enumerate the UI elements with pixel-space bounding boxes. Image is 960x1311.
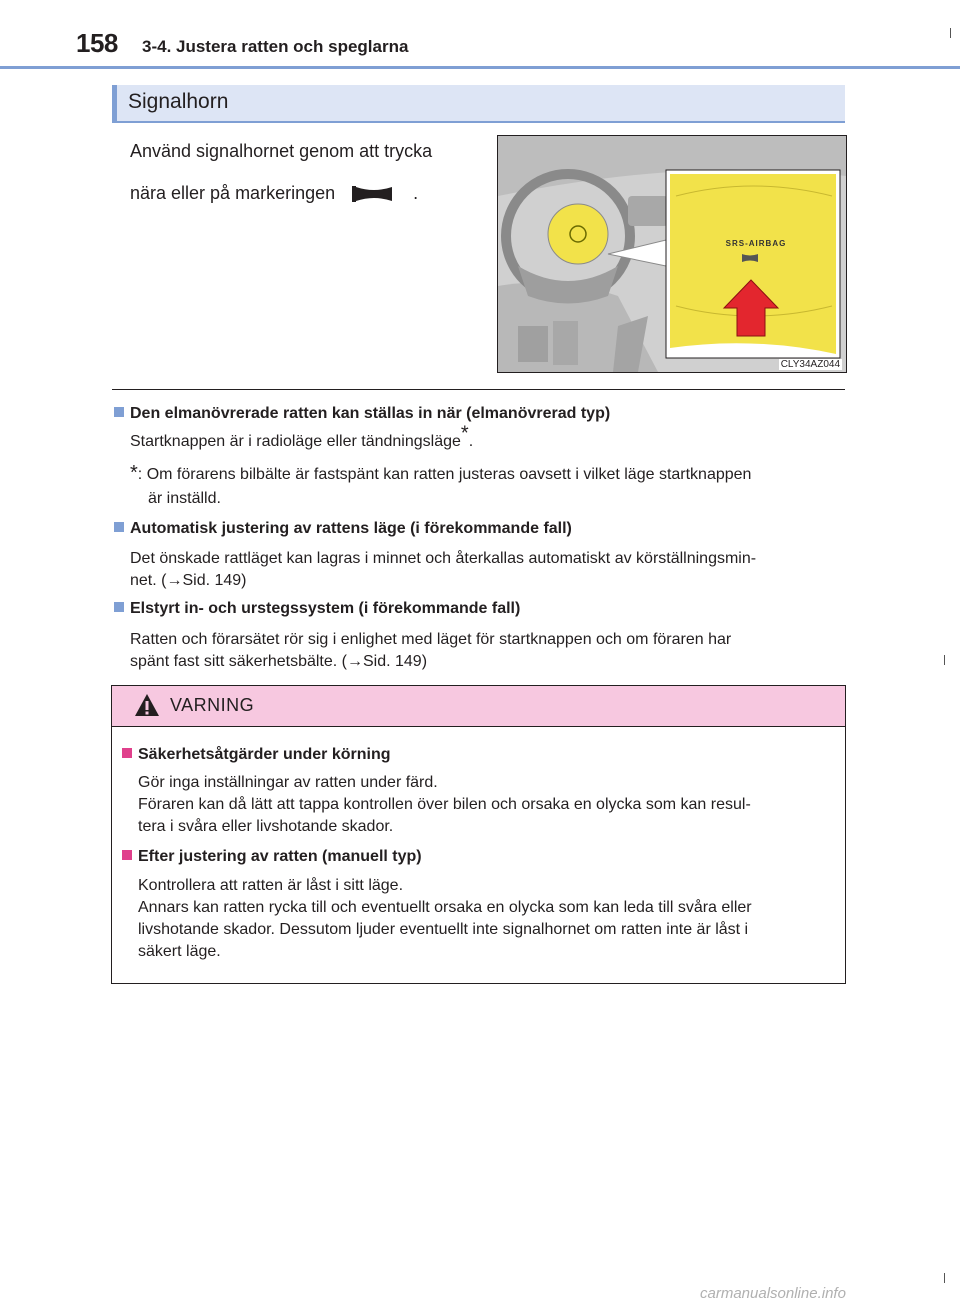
figure-code: CLY34AZ044 <box>780 359 840 370</box>
note-body-line-2: spänt fast sitt säkerhetsbälte. (→Sid. 149) <box>130 653 428 670</box>
note-body-line-2: net. (→Sid. 149) <box>130 572 247 589</box>
crop-mark <box>944 655 945 665</box>
warning-item-heading <box>122 848 422 866</box>
bullet-square <box>114 407 124 417</box>
warning-line: säkert läge. <box>138 943 221 960</box>
note-heading-text: Den elmanövrerade ratten kan ställas in när (elmanövrerad typ) <box>130 405 611 422</box>
asterisk-mark: * <box>460 422 469 445</box>
section-divider <box>112 389 845 390</box>
footnote <box>130 460 751 488</box>
warning-line: livshotande skador. Dessutom ljuder eventuellt inte signalhornet om ratten inte är låst i <box>138 921 749 938</box>
intro-text <box>130 130 485 214</box>
note-heading <box>114 405 610 423</box>
warning-title: VARNING <box>170 695 255 715</box>
warning-line: Gör inga inställningar av ratten under färd. <box>138 774 438 791</box>
dashboard-drawing <box>498 136 846 372</box>
warning-header <box>112 686 845 727</box>
warning-line: Föraren kan då lätt att tappa kontrollen över bilen och orsaka en olycka som kan resul- <box>138 796 751 813</box>
warning-line: Kontrollera att ratten är låst i sitt läge. <box>138 877 404 894</box>
note-heading-text: Elstyrt in- och urstegssystem (i förekommande fall) <box>130 600 521 617</box>
page-number: 158 <box>76 28 118 58</box>
warning-line: Annars kan ratten rycka till och eventuellt orsaka en olycka som kan leda till svåra eller <box>138 899 752 916</box>
chapter-title: 3-4. Justera ratten och speglarna <box>142 37 409 56</box>
airbag-label: SRS-AIRBAG <box>725 239 787 248</box>
intro-line-2-end: . <box>413 183 419 203</box>
note-body-end: . <box>468 433 474 450</box>
note-body <box>130 422 474 453</box>
intro-line-2 <box>130 172 485 214</box>
horn-icon <box>340 183 408 205</box>
note-heading-text: Automatisk justering av rattens läge (i förekommande fall) <box>130 520 572 537</box>
intro-line-2-text: nära eller på markeringen <box>130 183 336 203</box>
header-rule <box>0 66 960 69</box>
footnote-line-1: : Om förarens bilbälte är fastspänt kan ratten justeras oavsett i vilket läge startknappen <box>137 466 752 483</box>
note-body-line-1: Ratten och förarsätet rör sig i enlighet med läget för startknappen och om föraren har <box>130 631 732 648</box>
bullet-square <box>114 522 124 532</box>
crop-mark <box>950 28 951 38</box>
crop-mark <box>944 1273 945 1283</box>
watermark: carmanualsonline.info <box>700 1285 846 1302</box>
bullet-square <box>122 850 132 860</box>
note-body-text: Startknappen är i radioläge eller tändningsläge <box>130 433 461 450</box>
bullet-square <box>122 748 132 758</box>
intro-line-1: Använd signalhornet genom att trycka <box>130 141 433 161</box>
section-title: Signalhorn <box>128 90 229 113</box>
warning-triangle-icon <box>134 693 160 717</box>
bullet-square <box>114 602 124 612</box>
note-heading <box>114 600 520 618</box>
note-body-line-1: Det önskade rattläget kan lagras i minnet och återkallas automatiskt av körställningsmin- <box>130 550 757 567</box>
section-header <box>112 85 845 123</box>
steering-wheel-illustration <box>497 135 847 373</box>
warning-box <box>111 685 846 984</box>
warning-item-heading-text: Säkerhetsåtgärder under körning <box>138 746 391 763</box>
warning-item-heading <box>122 746 391 764</box>
footnote-line-2: är inställd. <box>148 490 221 507</box>
warning-line: tera i svåra eller livshotande skador. <box>138 818 394 835</box>
footnote-mark: * <box>130 462 138 484</box>
note-heading <box>114 520 572 538</box>
section-accent <box>112 85 117 123</box>
warning-item-heading-text: Efter justering av ratten (manuell typ) <box>138 848 422 865</box>
